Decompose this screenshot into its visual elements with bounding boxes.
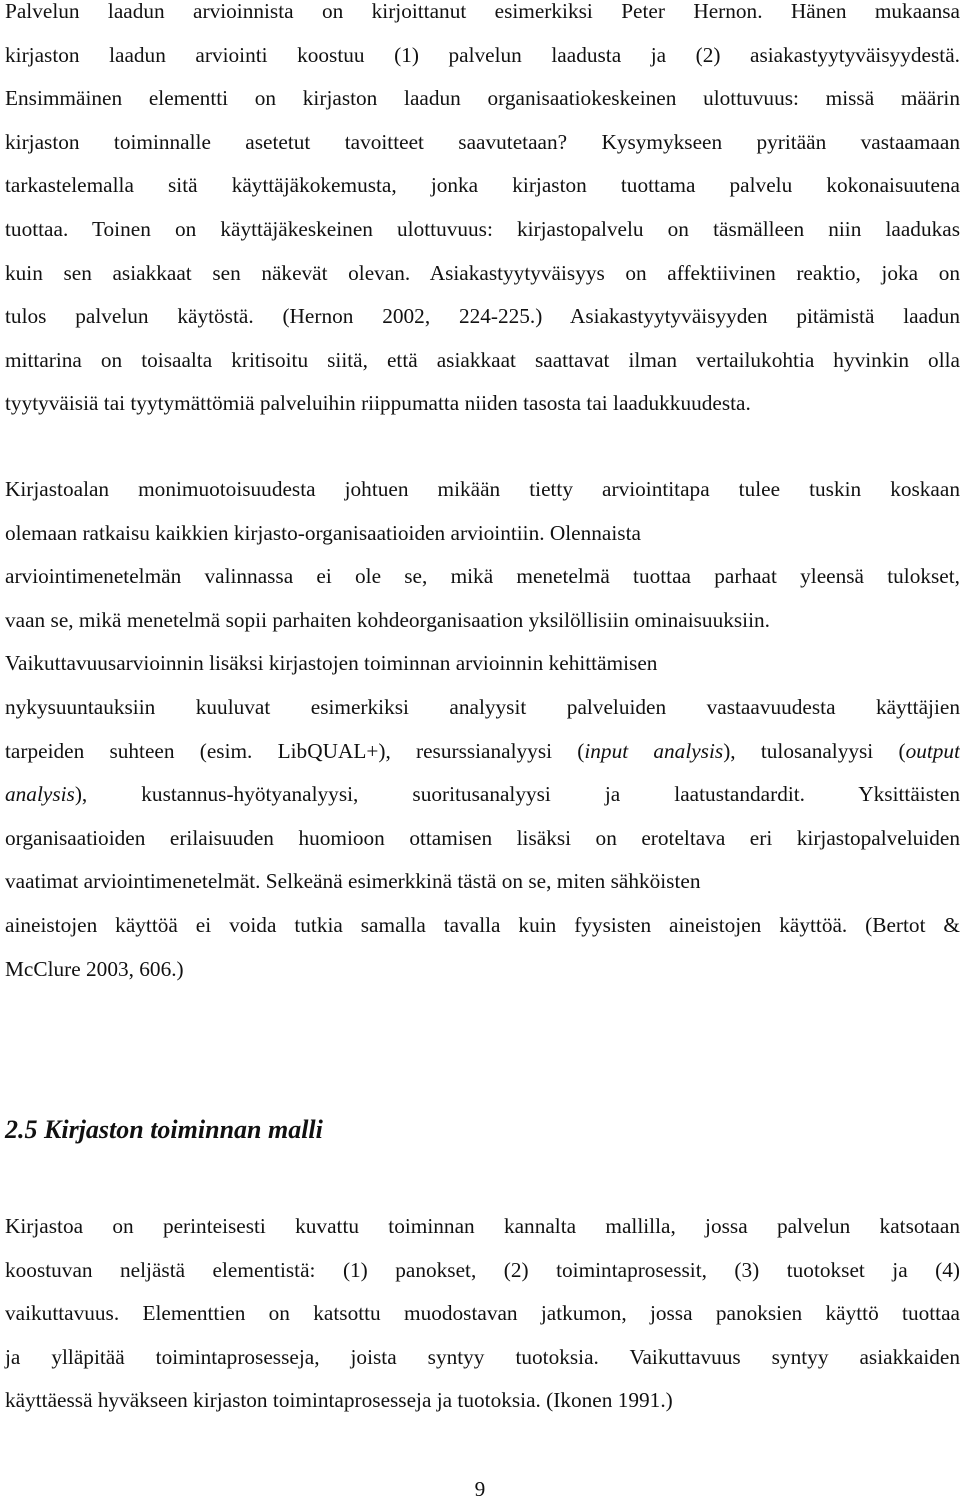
- paragraph-evaluation-methods: [5, 468, 960, 991]
- text-line: vaikuttavuus. Elementtien on katsottu muodostavan jatkumon, jossa panoksien käyttö tuottaa: [5, 1301, 960, 1326]
- text-line-with-italics: [5, 773, 960, 817]
- text-line: ja ylläpitää toimintaprosesseja, joista syntyy tuotoksia. Vaikuttavuus syntyy asiakkaiden: [5, 1344, 960, 1369]
- text-line: McClure 2003, 606.): [5, 956, 184, 981]
- text-segment: tarpeiden suhteen (esim. LibQUAL+), resurssianalyysi (: [5, 738, 585, 763]
- text-line: kirjaston toiminnalle asetetut tavoitteet saavutetaan? Kysymykseen pyritään vastaamaan: [5, 129, 960, 154]
- text-line: aineistojen käyttöä ei voida tutkia samalla tavalla kuin fyysisten aineistojen käyttöä. (Bertot &: [5, 912, 960, 937]
- text-line: organisaatioiden erilaisuuden huomioon ottamisen lisäksi on eroteltava eri kirjastopalveluiden: [5, 825, 960, 850]
- text-line: kirjaston laadun arviointi koostuu (1) palvelun laadusta ja (2) asiakastyytyväisyydestä.: [5, 42, 960, 67]
- italic-term-output: output: [905, 738, 960, 763]
- text-line: Kirjastoalan monimuotoisuudesta johtuen mikään tietty arviointitapa tulee tuskin koskaan: [5, 477, 960, 501]
- text-line: Vaikuttavuusarvioinnin lisäksi kirjastojen toiminnan arvioinnin kehittämisen: [5, 651, 658, 676]
- italic-term-analysis: analysis: [5, 782, 75, 807]
- text-line: nykysuuntauksiin kuuluvat esimerkiksi analyysit palveluiden vastaavuudesta käyttäjien: [5, 694, 960, 719]
- text-line: tyytyväisiä tai tyytymättömiä palveluihin riippumatta niiden tasosta tai laadukkuudesta.: [5, 391, 751, 416]
- text-line: vaatimat arviointimenetelmät. Selkeänä esimerkkinä tästä on se, miten sähköisten: [5, 869, 701, 894]
- text-segment: ), kustannus-hyötyanalyysi, suoritusanalyysi ja laatustandardit. Yksittäisten: [74, 782, 960, 807]
- italic-term-input-analysis: input analysis: [584, 738, 724, 763]
- text-line: olemaan ratkaisu kaikkien kirjasto-organisaatioiden arviointiin. Olennaista: [5, 520, 641, 545]
- section-heading: 2.5 Kirjaston toiminnan malli: [5, 1115, 323, 1144]
- text-line: mittarina on toisaalta kritisoitu siitä, että asiakkaat saattavat ilman vertailukohtia hyvinkin olla: [5, 347, 960, 372]
- text-line: tulos palvelun käytöstä. (Hernon 2002, 224-225.) Asiakastyytyväisyyden pitämistä laadun: [5, 304, 960, 329]
- text-line: tarkastelemalla sitä käyttäjäkokemusta, jonka kirjaston tuottama palvelu kokonaisuutena: [5, 173, 960, 198]
- text-line: arviointimenetelmän valinnassa ei ole se, mikä menetelmä tuottaa parhaat yleensä tulokset,: [5, 564, 960, 589]
- text-line: Palvelun laadun arvioinnista on kirjoittanut esimerkiksi Peter Hernon. Hänen mukaansa: [5, 0, 960, 23]
- text-line: tuottaa. Toinen on käyttäjäkeskeinen ulottuvuus: kirjastopalvelu on täsmälleen niin laadukas: [5, 216, 960, 241]
- text-line: koostuvan neljästä elementistä: (1) panokset, (2) toimintaprosessit, (3) tuotokset ja (4): [5, 1257, 960, 1282]
- text-line: Kirjastoa on perinteisesti kuvattu toiminnan kannalta mallilla, jossa palvelun katsotaan: [5, 1214, 960, 1238]
- text-segment: ), tulosanalyysi (: [723, 738, 906, 763]
- text-line: käyttäessä hyväkseen kirjaston toimintaprosesseja ja tuotoksia. (Ikonen 1991.): [5, 1388, 673, 1413]
- text-line: kuin sen asiakkaat sen näkevät olevan. Asiakastyytyväisyys on affektiivinen reaktio, joka on: [5, 260, 960, 285]
- page-number: 9: [474, 1477, 486, 1501]
- text-line: vaan se, mikä menetelmä sopii parhaiten kohdeorganisaation yksilöllisiin ominaisuuksiin.: [5, 607, 770, 632]
- paragraph-library-model: [5, 1205, 960, 1423]
- text-line-with-italics: [5, 730, 960, 774]
- text-line: Ensimmäinen elementti on kirjaston laadun organisaatiokeskeinen ulottuvuus: missä määrin: [5, 86, 960, 111]
- paragraph-quality-evaluation: [5, 0, 960, 426]
